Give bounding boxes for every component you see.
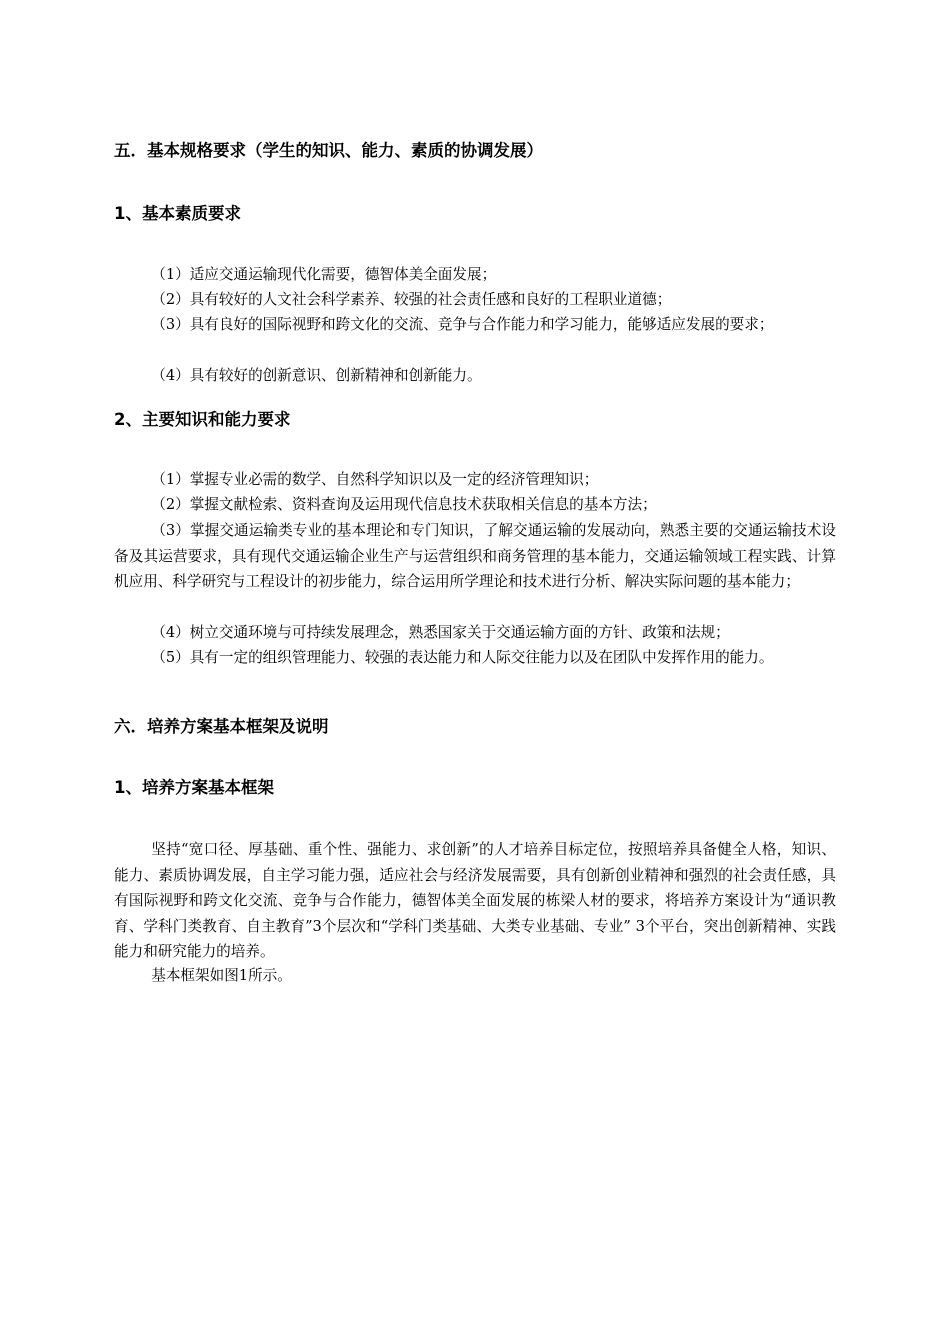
subsection-framework-heading: 1、培养方案基本框架: [114, 778, 274, 797]
knowledge-item-5: （5）具有一定的组织管理能力、较强的表达能力和人际交往能力以及在团队中发挥作用的能力。: [151, 649, 774, 666]
quality-item-2: （2）具有较好的人文社会科学素养、较强的社会责任感和良好的工程职业道德；: [151, 291, 672, 308]
section-5-heading: 五．基本规格要求（学生的知识、能力、素质的协调发展）: [114, 141, 543, 160]
section-6-heading: 六．培养方案基本框架及说明: [114, 717, 329, 736]
quality-item-3: （3）具有良好的国际视野和跨文化的交流、竞争与合作能力和学习能力，能够适应发展的要求；: [151, 316, 774, 333]
knowledge-item-3: （3）掌握交通运输类专业的基本理论和专门知识，了解交通运输的发展动向，熟悉主要的交通运输技术设备及其运营要求，具有现代交通运输企业生产与运营组织和商务管理的基本能力，交通运输领域工程实践、计算机应用、科学研究与工程设计的初步能力，综合运用所学理论和技术进行分析、解决实际问题的基本能力；: [114, 522, 836, 590]
quality-item-1: （1）适应交通运输现代化需要，德智体美全面发展；: [151, 266, 497, 283]
framework-paragraph: 坚持“宽口径、厚基础、重个性、强能力、求创新”的人才培养目标定位，按照培养具备健全人格，知识、能力、素质协调发展，自主学习能力强，适应社会与经济发展需要，具有创新创业精神和强烈的社会责任感，具有国际视野和跨文化交流、竞争与合作能力，德智体美全面发展的栋梁人材的要求，将培养方案设计为“通识教育、学科门类教育、自主教育”3个层次和“学科门类基础、大类专业基础、专业” 3个平台，突出创新精神、实践能力和研究能力的培养。: [114, 841, 836, 960]
knowledge-item-4: （4）树立交通环境与可持续发展理念，熟悉国家关于交通运输方面的方针、政策和法规；: [151, 624, 730, 641]
quality-item-4: （4）具有较好的创新意识、创新精神和创新能力。: [151, 367, 482, 384]
knowledge-item-1: （1）掌握专业必需的数学、自然科学知识以及一定的经济管理知识；: [151, 471, 599, 488]
framework-figure-reference: 基本框架如图1所示。: [151, 967, 292, 984]
knowledge-item-2: （2）掌握文献检索、资料查询及运用现代信息技术获取相关信息的基本方法；: [151, 496, 657, 513]
subsection-basic-quality-heading: 1、基本素质要求: [114, 204, 241, 223]
subsection-knowledge-ability-heading: 2、主要知识和能力要求: [114, 410, 291, 429]
